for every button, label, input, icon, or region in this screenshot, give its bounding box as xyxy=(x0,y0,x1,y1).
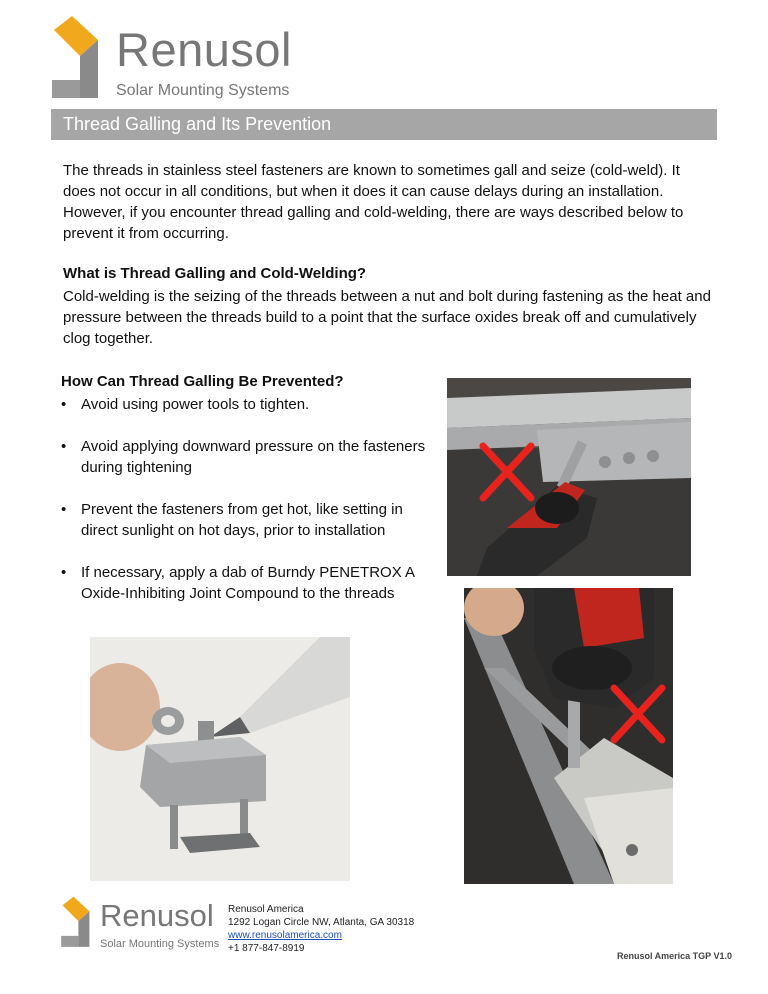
company-address: 1292 Logan Circle NW, Atlanta, GA 30318 xyxy=(228,917,415,928)
renusol-logo-mark-icon xyxy=(50,16,112,102)
list-item: • If necessary, apply a dab of Burndy PENETROX A Oxide-Inhibiting Joint Compound to the threads xyxy=(61,562,431,604)
renusol-logo-mark-icon xyxy=(60,896,98,950)
list-item: • Avoid using power tools to tighten. xyxy=(61,394,431,415)
photo-drill-on-rail xyxy=(447,378,691,576)
photo-applying-compound xyxy=(90,637,350,881)
brand-tagline: Solar Mounting Systems xyxy=(116,82,290,99)
prevention-list xyxy=(61,394,431,625)
contact-info xyxy=(228,903,414,955)
footer-brand-tagline: Solar Mounting Systems xyxy=(100,938,220,950)
section-body-what: Cold-welding is the seizing of the threads between a nut and bolt during fastening as the heat and pressure between the threads build to a point that the surface oxides break off and cumulatively clog together. xyxy=(63,288,711,347)
footer-logo xyxy=(60,896,230,956)
list-item: • Prevent the fasteners from get hot, like setting in direct sunlight on hot days, prior to installation xyxy=(61,499,431,541)
list-item: • Avoid applying downward pressure on the fasteners during tightening xyxy=(61,436,431,478)
section-heading-how: How Can Thread Galling Be Prevented? xyxy=(61,373,344,390)
company-name: Renusol America xyxy=(228,904,304,915)
website-link[interactable]: www.renusolamerica.com xyxy=(228,930,342,941)
document-version: Renusol America TGP V1.0 xyxy=(616,951,732,961)
brand-name: Renusol xyxy=(116,23,292,76)
photo-drill-from-above xyxy=(464,588,673,884)
phone-number: +1 877-847-8919 xyxy=(228,943,305,954)
footer-brand-name: Renusol xyxy=(100,898,214,933)
renusol-logo xyxy=(50,16,310,106)
intro-paragraph: The threads in stainless steel fasteners are known to sometimes gall and seize (cold-weld). It does not occur in all conditions, but when it does it can cause delays during an installation. However, if you encounter thread galling and cold-welding, there are ways described below to prevent it from occurring. xyxy=(63,162,684,242)
section-heading-what: What is Thread Galling and Cold-Welding? xyxy=(63,265,367,282)
page-title: Thread Galling and Its Prevention xyxy=(51,109,717,140)
